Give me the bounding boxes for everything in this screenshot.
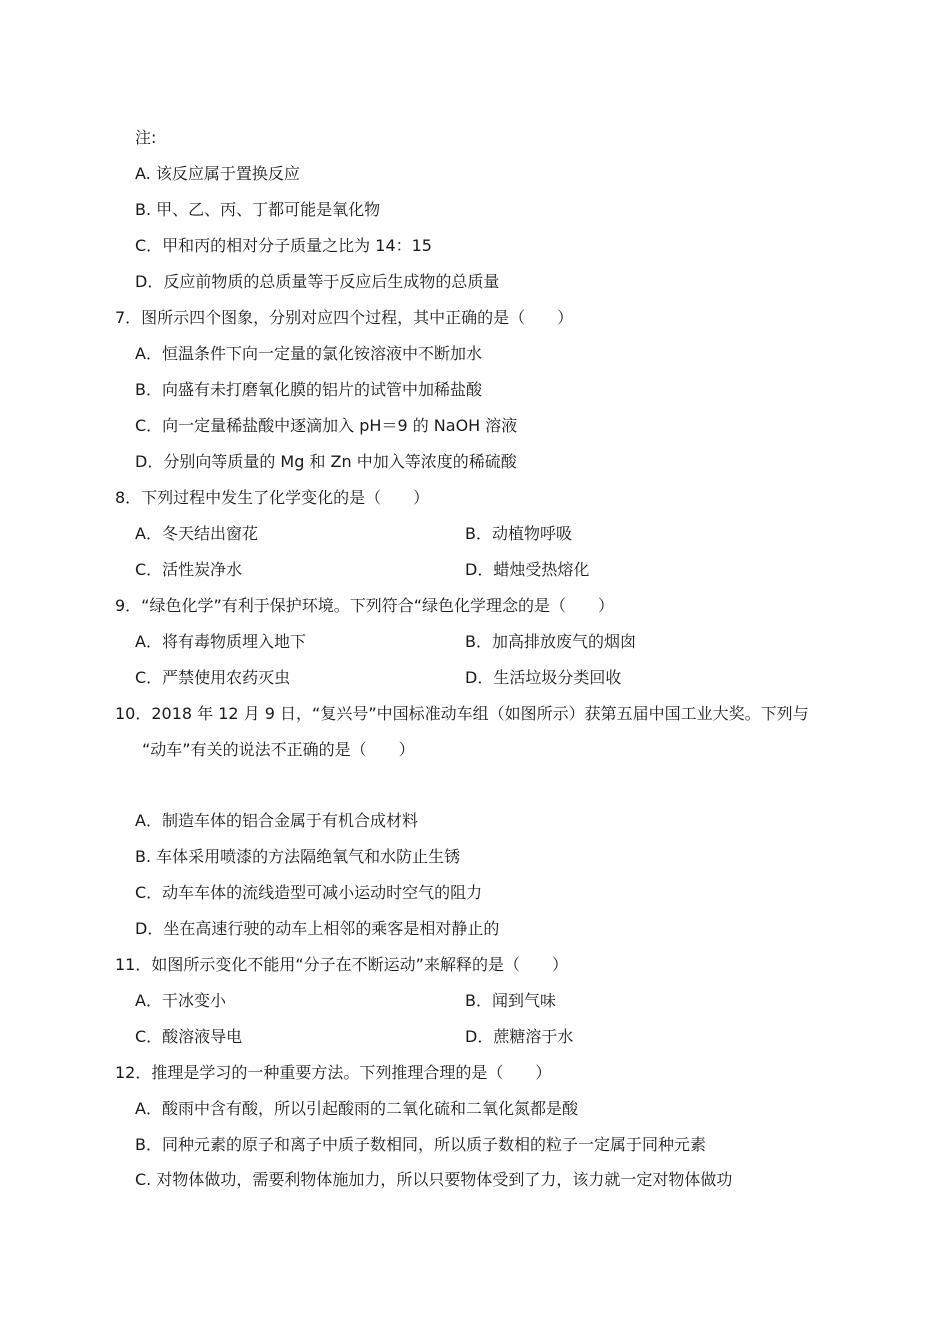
q10-option-a: A．制造车体的铝合金属于有机合成材料 — [135, 811, 418, 830]
q7-option-a: A．恒温条件下向一定量的氯化铵溶液中不断加水 — [135, 344, 482, 363]
q12-option-a: A．酸雨中含有酸，所以引起酸雨的二氧化硫和二氧化氮都是酸 — [135, 1099, 578, 1118]
q10-option-c: C．动车车体的流线造型可减小运动时空气的阻力 — [135, 883, 483, 902]
q7-option-b: B．向盛有未打磨氧化膜的铝片的试管中加稀盐酸 — [135, 380, 482, 399]
q8-option-c: C．活性炭净水 — [135, 560, 243, 579]
q11-option-c: C．酸溶液导电 — [135, 1027, 243, 1046]
q6-option-c: C．甲和丙的相对分子质量之比为 14：15 — [135, 236, 432, 255]
q8-option-b: B．动植物呼吸 — [465, 524, 572, 543]
q9-option-a: A．将有毒物质埋入地下 — [135, 632, 306, 651]
q10-option-d: D．坐在高速行驶的动车上相邻的乘客是相对静止的 — [135, 919, 500, 938]
q8-option-a: A．冬天结出窗花 — [135, 524, 258, 543]
q12-option-b: B．同种元素的原子和离子中质子数相同，所以质子数相的粒子一定属于同种元素 — [135, 1135, 706, 1154]
q9-option-c: C．严禁使用农药灭虫 — [135, 668, 291, 687]
q7-stem: 7．图所示四个图象，分别对应四个过程，其中正确的是（ ） — [115, 308, 574, 327]
q11-stem: 11．如图所示变化不能用“分子在不断运动”来解释的是（ ） — [115, 955, 568, 974]
q7-option-d: D．分别向等质量的 Mg 和 Zn 中加入等浓度的稀硫酸 — [135, 452, 517, 471]
q11-option-d: D．蔗糖溶于水 — [465, 1027, 574, 1046]
q10-option-b: B. 车体采用喷漆的方法隔绝氧气和水防止生锈 — [135, 847, 461, 866]
q8-stem: 8．下列过程中发生了化学变化的是（ ） — [115, 488, 430, 507]
q11-option-b: B．闻到气味 — [465, 991, 556, 1010]
q6-option-a: A. 该反应属于置换反应 — [135, 164, 300, 183]
q10-stem-line1: 10．2018 年 12 月 9 日，“复兴号”中国标准动车组（如图所示）获第五届中国工业大奖。下列与 — [115, 704, 809, 723]
q12-stem: 12．推理是学习的一种重要方法。下列推理合理的是（ ） — [115, 1063, 552, 1082]
q9-option-d: D．生活垃圾分类回收 — [465, 668, 622, 687]
q6-option-d: D．反应前物质的总质量等于反应后生成物的总质量 — [135, 272, 500, 291]
note-label: 注: — [135, 128, 157, 147]
q9-stem: 9．“绿色化学”有利于保护环境。下列符合“绿色化学理念的是（ ） — [115, 596, 615, 615]
q10-stem-line2: “动车”有关的说法不正确的是（ ） — [142, 740, 415, 759]
q7-option-c: C．向一定量稀盐酸中逐滴加入 pH＝9 的 NaOH 溶液 — [135, 416, 518, 435]
q9-option-b: B．加高排放废气的烟囱 — [465, 632, 636, 651]
q12-option-c: C. 对物体做功，需要利物体施加力，所以只要物体受到了力，该力就一定对物体做功 — [135, 1170, 733, 1189]
q11-option-a: A．干冰变小 — [135, 991, 226, 1010]
q8-option-d: D．蜡烛受热熔化 — [465, 560, 590, 579]
q6-option-b: B. 甲、乙、丙、丁都可能是氧化物 — [135, 200, 381, 219]
